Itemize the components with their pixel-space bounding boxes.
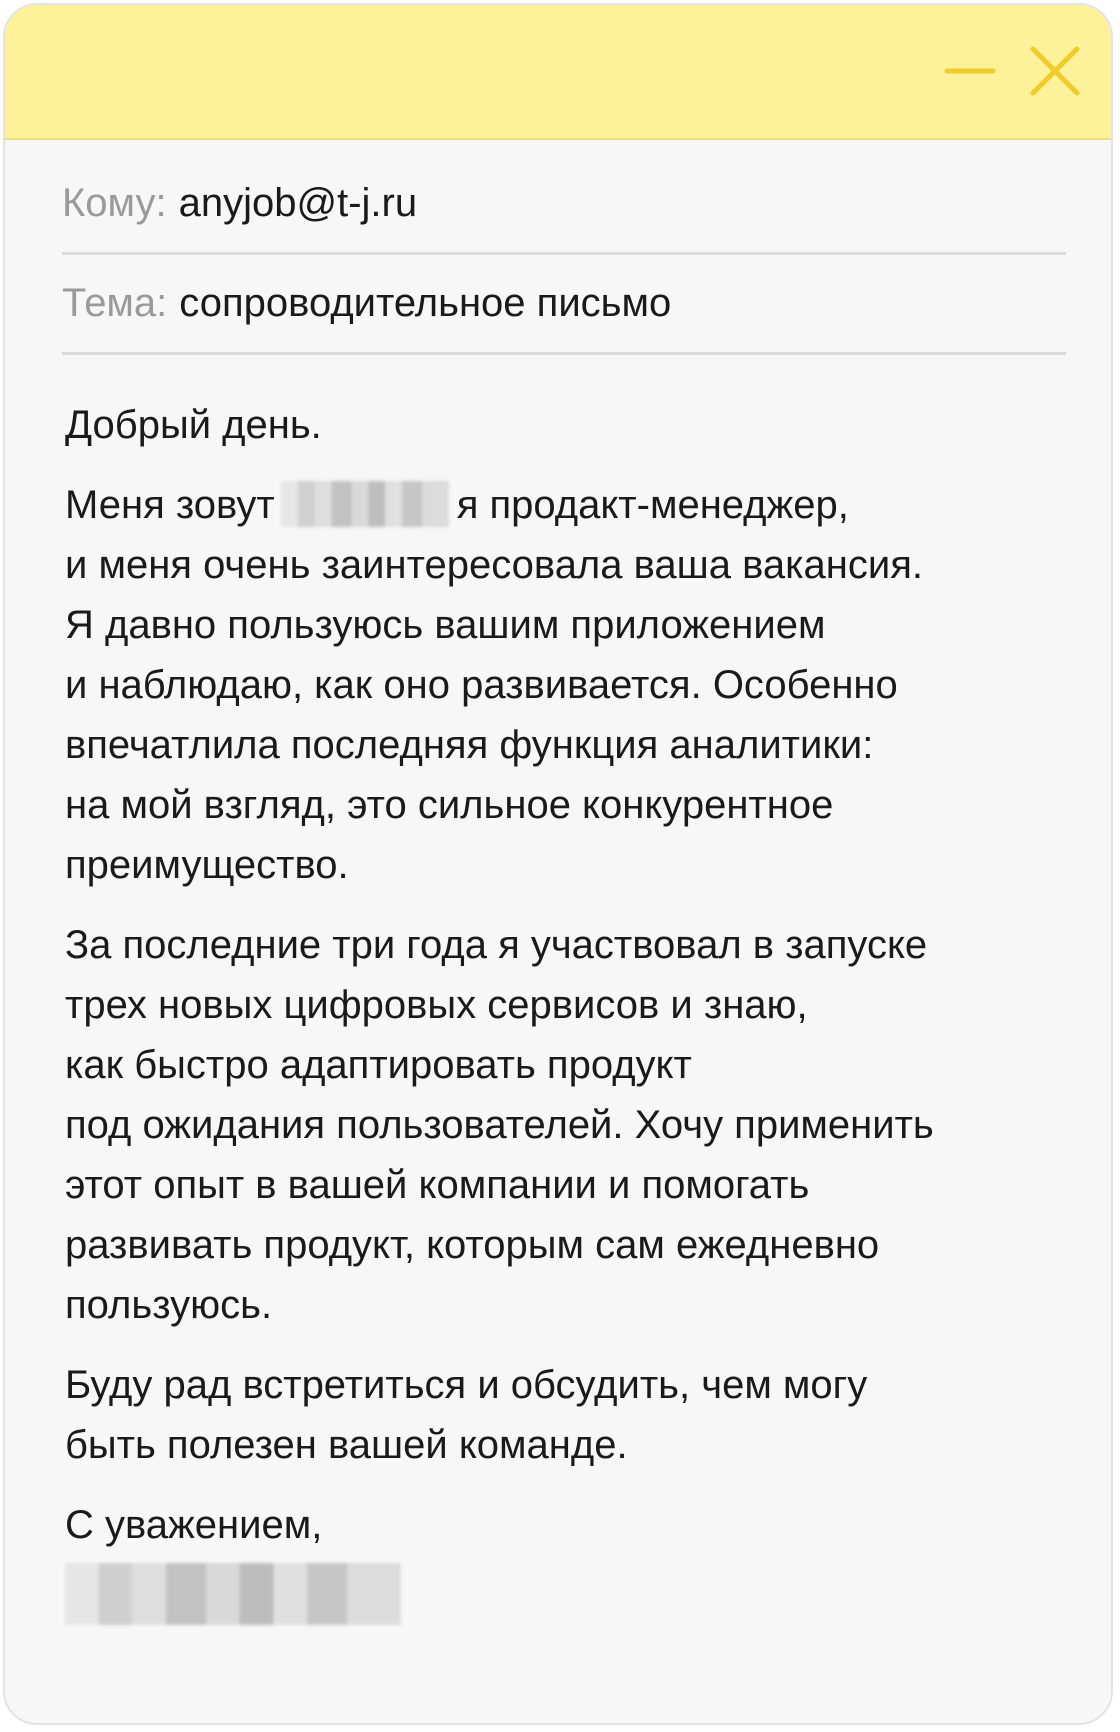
intro-text-after-name: я продакт-менеджер, (456, 483, 849, 527)
close-icon[interactable] (1027, 43, 1083, 99)
body-line: этот опыт в вашей компании и помогать (65, 1163, 810, 1207)
intro-paragraph (65, 475, 1075, 895)
body-line: и меня очень заинтересовала ваша вакансия. (65, 543, 924, 587)
experience-paragraph (65, 915, 1075, 1335)
message-body[interactable] (65, 395, 1075, 1645)
closing-paragraph (65, 1495, 1075, 1625)
intro-text-before-name: Меня зовут (65, 483, 275, 527)
intro-first-line (65, 475, 1075, 535)
recipient-field[interactable] (62, 155, 1066, 255)
body-line: Я давно пользуюсь вашим приложением (65, 603, 826, 647)
closing-line: С уважением, (65, 1503, 323, 1547)
window-titlebar (5, 5, 1111, 140)
subject-label: Тема: (62, 281, 168, 325)
redacted-signature (65, 1563, 401, 1625)
body-line: Буду рад встретиться и обсудить, чем могу (65, 1363, 868, 1407)
body-line: развивать продукт, которым сам ежедневно (65, 1223, 880, 1267)
body-line: трех новых цифровых сервисов и знаю, (65, 983, 808, 1027)
recipient-value[interactable]: anyjob@t-j.ru (178, 181, 418, 225)
email-compose-window (3, 3, 1113, 1725)
subject-field[interactable] (62, 255, 1066, 355)
body-line: пользуюсь. (65, 1283, 273, 1327)
body-line: впечатлила последняя функция аналитики: (65, 723, 874, 767)
body-line: под ожидания пользователей. Хочу применить (65, 1103, 934, 1147)
body-line: быть полезен вашей команде. (65, 1423, 628, 1467)
greeting-paragraph (65, 395, 1075, 455)
subject-value[interactable]: сопроводительное письмо (179, 281, 672, 325)
body-line: на мой взгляд, это сильное конкурентное (65, 783, 834, 827)
body-line: как быстро адаптировать продукт (65, 1043, 692, 1087)
meeting-paragraph (65, 1355, 1075, 1475)
recipient-label: Кому: (62, 181, 167, 225)
body-line: и наблюдаю, как оно развивается. Особенно (65, 663, 898, 707)
minimize-icon[interactable] (943, 43, 999, 99)
body-line: преимущество. (65, 843, 349, 887)
body-line: За последние три года я участвовал в запуске (65, 923, 928, 967)
redacted-name (281, 481, 449, 527)
greeting-line: Добрый день. (65, 403, 322, 447)
